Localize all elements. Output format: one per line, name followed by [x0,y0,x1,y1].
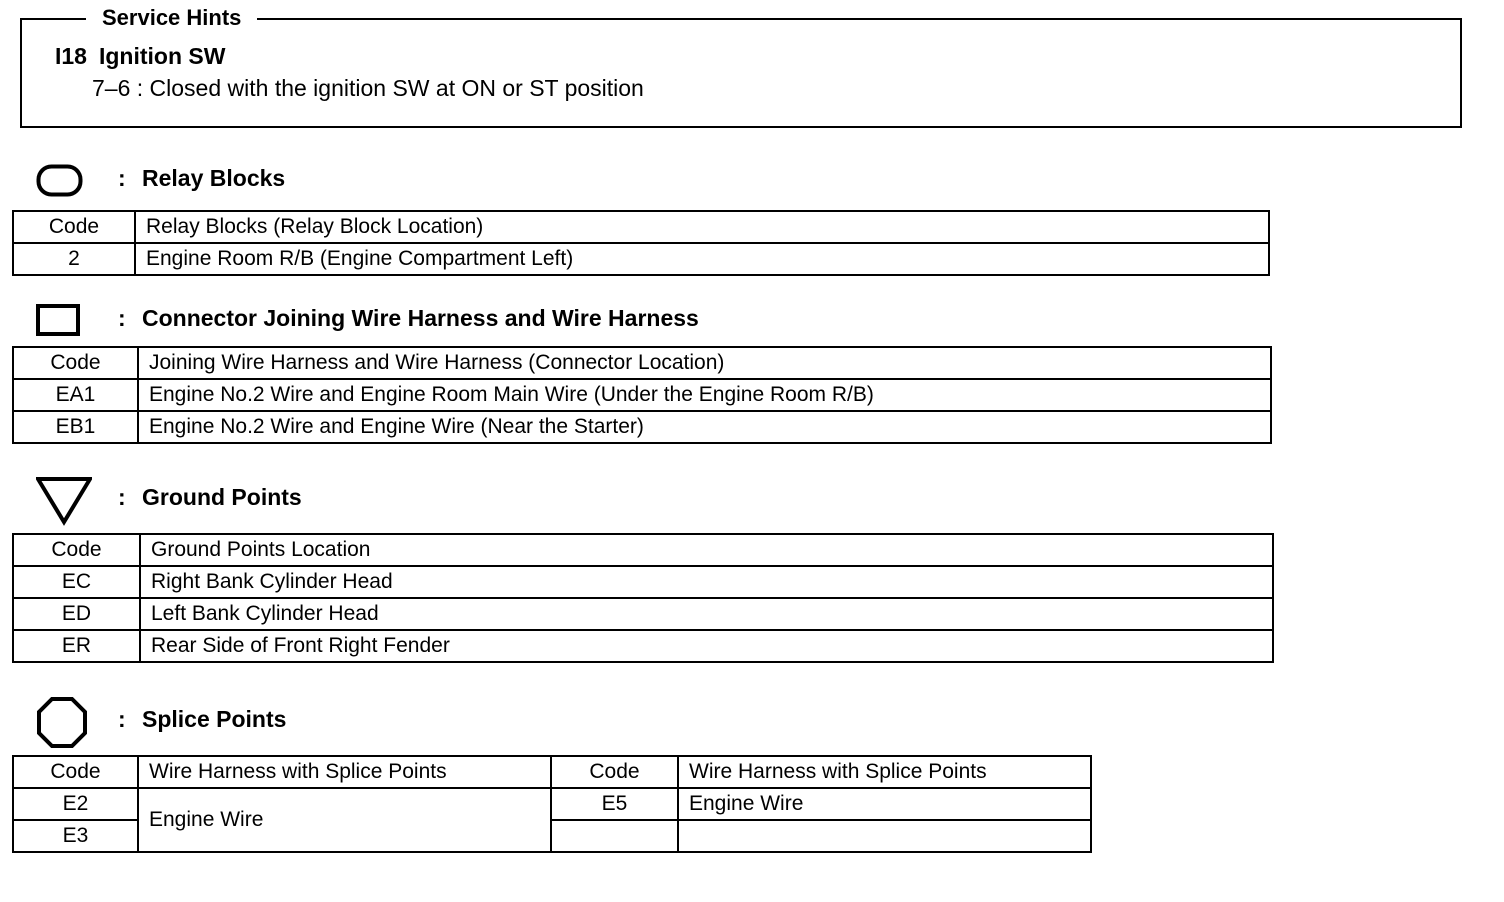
row-code: ER [13,630,140,662]
table-row [13,630,1273,662]
component-code: I18 [55,43,87,69]
empty-cell [678,820,1091,852]
table-header-row [13,534,1273,566]
heading-colon: : [118,484,126,510]
row-code: EC [13,566,140,598]
table-row [13,598,1273,630]
heading-colon: : [118,165,126,191]
heading-colon: : [118,305,126,331]
row-code: EB1 [13,411,138,443]
ground-points-table [12,533,1274,663]
table-row [13,243,1269,275]
service-hints-box [20,18,1462,128]
heading-colon: : [118,706,126,732]
table-header-row [13,347,1271,379]
header-desc: Ground Points Location [140,534,1273,566]
service-hints-component [55,42,237,70]
down-triangle-icon [36,476,92,526]
relay-blocks-title: Relay Blocks [142,165,286,191]
relay-blocks-table [12,210,1270,276]
header-code-right: Code [551,756,678,788]
header-code: Code [13,534,140,566]
empty-cell [551,820,678,852]
header-desc-left: Wire Harness with Splice Points [138,756,551,788]
table-row [13,411,1271,443]
row-desc: Engine No.2 Wire and Engine Room Main Wire (Under the Engine Room R/B) [138,379,1271,411]
rounded-rectangle-icon [36,164,84,198]
row-desc: Rear Side of Front Right Fender [140,630,1273,662]
table-header-row [13,756,1091,788]
header-code: Code [13,347,138,379]
table-row [13,566,1273,598]
row-code: E5 [551,788,678,820]
octagon-icon [36,696,90,750]
service-hints-note: 7–6 : Closed with the ignition SW at ON or ST position [92,75,644,101]
splice-points-title: Splice Points [142,706,287,732]
row-code: EA1 [13,379,138,411]
row-desc: Left Bank Cylinder Head [140,598,1273,630]
row-desc: Engine Wire [678,788,1091,820]
component-name: Ignition SW [98,43,226,69]
row-code: 2 [13,243,135,275]
row-desc: Engine Wire [138,788,551,852]
header-desc: Relay Blocks (Relay Block Location) [135,211,1269,243]
header-desc: Joining Wire Harness and Wire Harness (Connector Location) [138,347,1271,379]
header-code-left: Code [13,756,138,788]
row-desc: Engine No.2 Wire and Engine Wire (Near the Starter) [138,411,1271,443]
header-code: Code [13,211,135,243]
row-desc: Engine Room R/B (Engine Compartment Left) [135,243,1269,275]
row-code: ED [13,598,140,630]
connectors-title: Connector Joining Wire Harness and Wire Harness [142,305,699,331]
row-code: E2 [13,788,138,820]
connectors-table [12,346,1272,444]
table-row [13,788,1091,820]
row-desc: Right Bank Cylinder Head [140,566,1273,598]
splice-points-table [12,755,1092,853]
header-desc-right: Wire Harness with Splice Points [678,756,1091,788]
row-code: E3 [13,820,138,852]
rectangle-icon [36,302,84,338]
table-header-row [13,211,1269,243]
service-hints-legend: Service Hints [86,4,257,32]
ground-points-title: Ground Points [142,484,302,510]
table-row [13,379,1271,411]
